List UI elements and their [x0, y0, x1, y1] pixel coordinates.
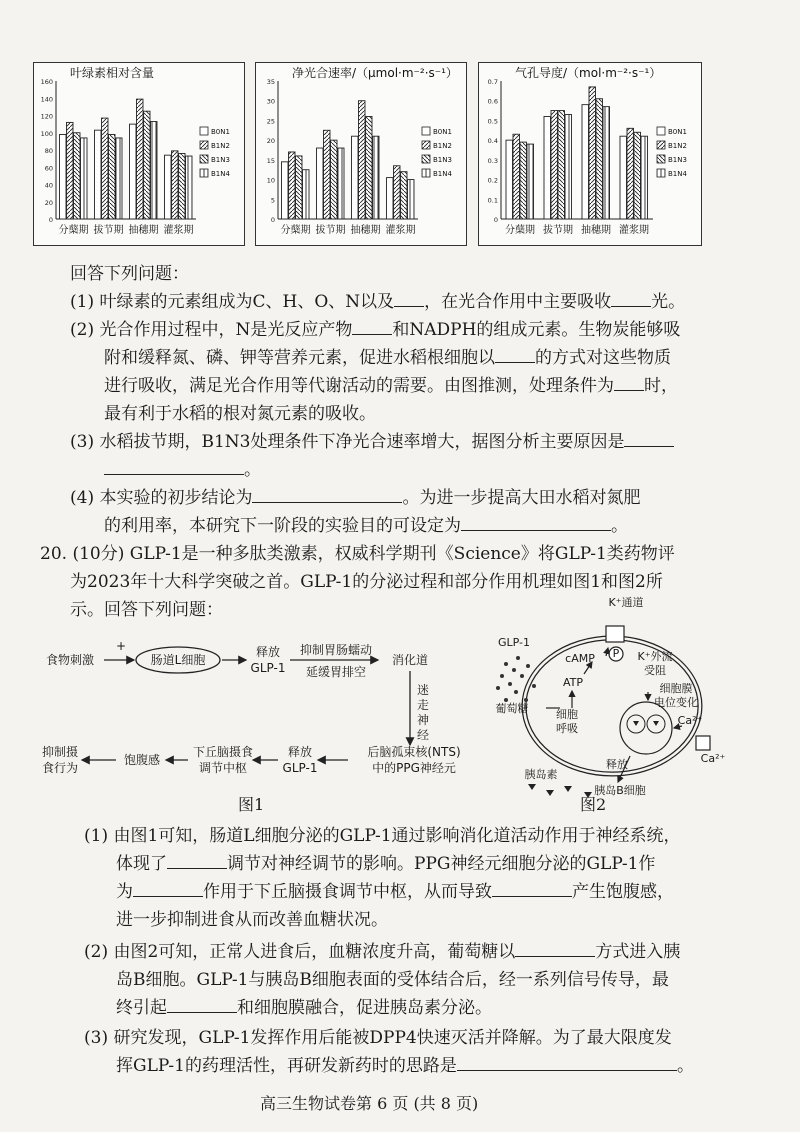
answer-blank[interactable] [352, 318, 392, 335]
fig2-p: P [612, 647, 620, 660]
y-tick-label: 120 [40, 112, 53, 121]
bar [408, 180, 415, 219]
bar [60, 134, 67, 219]
y-tick-label: 0.7 [487, 78, 498, 86]
fig1-inhibit-eating-1: 抑制摄 [41, 745, 78, 759]
fig2-respiration-1: 细胞 [556, 708, 578, 721]
legend-label: B1N3 [668, 156, 687, 164]
bar [513, 134, 520, 219]
legend-label: B1N3 [211, 156, 230, 164]
bar [331, 140, 338, 219]
y-tick-label: 20 [44, 198, 53, 207]
x-tick-label: 灌浆期 [619, 225, 649, 236]
fig1-ppg-neuron: 中的PPG神经元 [372, 761, 456, 775]
q20-part3-line1: (3) 研究发现，GLP-1发挥作用后能被DPP4快速灭活并降解。为了最大限度发 [84, 1028, 672, 1048]
q20-part1-line3 [116, 880, 674, 904]
bar [151, 122, 158, 219]
chart-title: 净光合速率/（μmol·m⁻²·s⁻¹） [292, 66, 458, 80]
fig1-plus-sign: + [115, 639, 127, 653]
q20-a3-text-b: 挥GLP-1的药理活性，再研发新药时的思路是 [116, 1056, 457, 1076]
x-tick-label: 抽穗期 [581, 225, 611, 236]
bar [506, 140, 513, 219]
q20-a3-text-c: 。 [676, 1056, 694, 1076]
bar [296, 156, 303, 219]
legend-swatch [200, 169, 208, 177]
bar [373, 136, 380, 219]
chart-stomatal-svg [479, 63, 701, 245]
bar [359, 101, 366, 219]
fig2-calcium-in: Ca²⁺ [677, 714, 703, 727]
fig2-k-efflux-1: K⁺外流 [637, 650, 673, 663]
bar [144, 111, 151, 219]
y-tick-label: 35 [266, 78, 275, 86]
answer-blank[interactable] [515, 940, 595, 957]
y-tick-label: 0.3 [487, 156, 498, 165]
fig2-insulin: 胰岛素 [524, 768, 558, 781]
q20-a1-text-e: 作用于下丘脑摄食调节中枢，从而导致 [203, 882, 492, 902]
legend-label: B1N4 [668, 170, 687, 178]
fig2-glucose: 葡萄糖 [495, 702, 529, 715]
y-tick-label: 0 [270, 216, 275, 224]
q20-part1-line4: 进一步抑制进食从而改善血糖状况。 [116, 910, 388, 930]
q19-p4-text-b: 。为进一步提高大田水稻对氮肥 [402, 488, 641, 508]
legend-label: B1N4 [433, 170, 452, 178]
fig1-food-stimulus: 食物刺激 [45, 653, 94, 667]
q20-intro-line1: 20. (10分) GLP-1是一种多肽类激素，权威科学期刊《Science》将GLP-1类药物评 [40, 544, 675, 564]
q20-part1-line1: (1) 由图1可知，肠道L细胞分泌的GLP-1通过影响消化道活动作用于神经系统， [84, 826, 681, 846]
bar [282, 162, 289, 219]
q19-p2-text-f: 时， [644, 376, 678, 396]
y-tick-label: 20 [266, 137, 275, 146]
legend-label: B1N3 [433, 156, 452, 164]
answer-blank[interactable] [252, 486, 402, 503]
y-tick-label: 25 [266, 117, 275, 126]
bar [95, 130, 102, 219]
answer-blank[interactable] [167, 852, 227, 869]
bar [394, 166, 401, 219]
figure-2-caption: 图2 [580, 795, 607, 814]
bar [186, 156, 193, 219]
answer-blank[interactable] [457, 1054, 677, 1071]
bar [130, 124, 137, 219]
fig1-glp1-2: GLP-1 [282, 761, 318, 775]
figure-1-caption: 图1 [238, 795, 265, 814]
q19-p2-text-c: 附和缓释氮、磷、钾等营养元素，促进水稻根细胞以 [104, 348, 495, 368]
bar [366, 116, 373, 219]
y-tick-label: 80 [44, 147, 53, 155]
x-tick-label: 拔节期 [543, 225, 573, 236]
q19-intro: 回答下列问题： [70, 264, 189, 284]
legend-swatch [422, 169, 430, 177]
bar [565, 115, 572, 219]
x-tick-label: 分蘖期 [280, 225, 311, 236]
q20-a1-text-c: 调节对神经调节的影响。PPG神经元细胞分泌的GLP-1作 [227, 854, 656, 874]
bar [620, 136, 627, 219]
y-tick-label: 140 [40, 95, 53, 104]
bar [137, 99, 144, 219]
q19-p4-text-d: 。 [611, 516, 628, 536]
q19-part2-line3 [104, 374, 678, 398]
y-tick-label: 60 [44, 164, 53, 173]
fig1-digestive-tract: 消化道 [391, 653, 428, 667]
fig2-camp: cAMP [565, 652, 595, 665]
chart-stomatal [478, 62, 702, 246]
x-tick-label: 分蘖期 [58, 225, 89, 236]
bar [172, 151, 179, 219]
q19-p2-text-a: (2) 光合作用过程中，N是光反应产物 [70, 320, 353, 340]
figure-2 [488, 596, 728, 816]
fig1-nts: 后脑孤束核(NTS) [367, 745, 461, 759]
bar [109, 134, 116, 219]
y-tick-label: 160 [40, 78, 53, 86]
q19-p2-text-b: 和NADPH的组成元素。生物炭能够吸 [392, 320, 681, 340]
bar [102, 118, 109, 219]
q19-p4-text-c: 的利用率，本研究下一阶段的实验目的可设定为 [104, 516, 461, 536]
fig1-inhibit-eating-2: 食行为 [41, 761, 78, 775]
chart-photosynthesis-svg [256, 63, 466, 245]
bar [74, 133, 81, 219]
fig1-l-cell: 肠道L细胞 [150, 653, 206, 667]
bar [558, 111, 565, 219]
y-tick-label: 10 [266, 176, 275, 185]
q20-part1-line2 [116, 852, 655, 876]
fig1-inhibit-motility: 抑制胃肠蠕动 [299, 643, 372, 657]
bar [603, 107, 610, 219]
answer-blank[interactable] [611, 290, 651, 307]
q19-part4-line2 [104, 514, 628, 538]
bar [67, 122, 74, 219]
q19-part4-line1 [70, 486, 640, 510]
q19-part1 [70, 290, 685, 314]
chart-photosynthesis [255, 62, 467, 246]
answer-blank[interactable] [104, 458, 244, 475]
chart-chlorophyll [33, 62, 245, 246]
y-tick-label: 0.5 [487, 117, 498, 126]
y-tick-label: 0.1 [487, 196, 498, 205]
bar [179, 153, 186, 219]
fig2-membrane-1: 细胞膜 [659, 682, 693, 695]
legend-label: B1N2 [433, 142, 452, 150]
answer-blank[interactable] [624, 430, 674, 447]
q19-part2-line2 [104, 346, 671, 370]
q19-part3-line2 [104, 458, 261, 482]
x-tick-label: 拔节期 [93, 225, 124, 236]
fig2-k-efflux-2: 受阻 [644, 664, 666, 677]
q20-intro-line3: 示。回答下列问题： [70, 600, 223, 620]
legend-swatch [422, 155, 430, 163]
fig2-calcium-out: Ca²⁺ [700, 752, 726, 765]
fig2-glp1: GLP-1 [497, 636, 530, 649]
legend-swatch [422, 141, 430, 149]
fig1-hypothalamus-1: 下丘脑摄食 [192, 745, 253, 759]
bar [527, 144, 534, 219]
q20-part2-line3 [116, 996, 492, 1020]
chart-title: 气孔导度/（mol·m⁻²·s⁻¹） [515, 66, 662, 80]
answer-blank[interactable] [133, 880, 203, 897]
legend-label: B0N1 [433, 128, 452, 136]
fig1-release-2: 释放 [287, 745, 312, 759]
answer-blank[interactable] [167, 996, 237, 1013]
y-tick-label: 100 [40, 129, 53, 138]
fig2-respiration-2: 呼吸 [556, 722, 578, 735]
bar [116, 138, 123, 219]
legend-label: B1N2 [211, 142, 230, 150]
fig2-beta-cell: 胰岛B细胞 [594, 784, 646, 797]
x-tick-label: 灌浆期 [163, 225, 194, 236]
q20-intro-line2: 为2023年十大科学突破之首。GLP-1的分泌过程和部分作用机理如图1和图2所 [70, 572, 663, 592]
y-tick-label: 0.2 [487, 176, 498, 185]
q20-part2-line1 [84, 940, 680, 964]
legend-swatch [657, 155, 665, 163]
bar [289, 152, 296, 219]
bar [401, 172, 408, 219]
x-tick-label: 分蘖期 [505, 225, 535, 236]
q19-p3-text-a: (3) 水稻拔节期，B1N3处理条件下净光合速率增大，据图分析主要原因是 [70, 432, 625, 452]
bar [387, 178, 394, 219]
q19-p3-text-c: 。 [244, 460, 261, 480]
q19-p2-text-e: 进行吸收，满足光合作用等代谢活动的需要。由图推测，处理条件为 [104, 376, 614, 396]
chart-chlorophyll-svg [34, 63, 244, 245]
legend-label: B1N4 [211, 170, 230, 178]
q19-part3 [70, 430, 674, 454]
bar [641, 136, 648, 219]
answer-blank[interactable] [461, 514, 611, 531]
bar [589, 87, 596, 219]
fig2-release: 释放 [606, 758, 628, 771]
y-tick-label: 0 [493, 216, 498, 224]
legend-swatch [422, 127, 430, 135]
y-tick-label: 0.4 [487, 137, 498, 146]
bar [317, 148, 324, 219]
legend-label: B1N2 [668, 142, 687, 150]
legend-label: B0N1 [668, 128, 687, 136]
legend-swatch [657, 141, 665, 149]
legend-swatch [657, 169, 665, 177]
figure-1 [38, 625, 478, 815]
bar [303, 170, 310, 219]
bar [627, 128, 634, 219]
bar [551, 111, 558, 219]
fig2-k-channel: K⁺通道 [608, 596, 644, 609]
x-tick-label: 拔节期 [315, 225, 346, 236]
q20-part3-line2 [116, 1054, 694, 1078]
legend-swatch [657, 127, 665, 135]
answer-blank[interactable] [614, 374, 644, 391]
fig1-delay-emptying: 延缓胃排空 [305, 665, 366, 679]
x-tick-label: 抽穗期 [350, 225, 381, 236]
legend-swatch [200, 141, 208, 149]
fig2-membrane-2: 电位变化 [654, 696, 698, 709]
q19-p4-text-a: (4) 本实验的初步结论为 [70, 488, 253, 508]
y-tick-label: 15 [266, 156, 275, 165]
x-tick-label: 抽穗期 [128, 225, 159, 236]
answer-blank[interactable] [492, 880, 572, 897]
q19-p1-text-a: (1) 叶绿素的元素组成为C、H、O、N以及 [70, 292, 395, 312]
fig1-release-1: 释放 [255, 645, 280, 659]
q19-p2-text-d: 的方式对这些物质 [535, 348, 671, 368]
fig1-vagus-nerve: 迷走神经 [416, 683, 429, 742]
fig2-atp: ATP [562, 676, 584, 689]
q20-a2-text-b: 方式进入胰 [595, 942, 681, 962]
bar [338, 148, 345, 219]
fig1-satiety: 饱腹感 [123, 753, 160, 767]
bar [165, 155, 172, 219]
answer-blank[interactable] [394, 290, 424, 307]
q20-a2-text-a: (2) 由图2可知，正常人进食后，血糖浓度升高，葡萄糖以 [84, 942, 516, 962]
bar [324, 130, 331, 219]
q20-a2-text-e: 和细胞膜融合，促进胰岛素分泌。 [237, 998, 492, 1018]
answer-blank[interactable] [495, 346, 535, 363]
bar [352, 136, 359, 219]
q20-a1-text-d: 为 [116, 882, 133, 902]
y-tick-label: 0.6 [487, 97, 498, 106]
y-tick-label: 40 [44, 181, 53, 190]
legend-swatch [200, 127, 208, 135]
chart-title: 叶绿素相对含量 [70, 66, 155, 80]
q19-p1-text-c: 光。 [651, 292, 686, 312]
q20-a1-text-f: 产生饱腹感， [572, 882, 674, 902]
fig1-glp1-1: GLP-1 [250, 661, 286, 675]
x-tick-label: 灌浆期 [385, 225, 416, 236]
q20-part2-line2: 岛B细胞。GLP-1与胰岛B细胞表面的受体结合后，经一系列信号传导，最 [116, 970, 669, 990]
y-tick-label: 0 [48, 216, 53, 224]
q20-a2-text-d: 终引起 [116, 998, 167, 1018]
bar [596, 99, 603, 219]
bar [582, 105, 589, 219]
bar [634, 132, 641, 219]
bar [544, 116, 551, 219]
fig1-hypothalamus-2: 调节中枢 [198, 761, 247, 775]
q19-part2-line4: 最有利于水稻的根对氮元素的吸收。 [104, 404, 376, 424]
q19-p1-text-b: ，在光合作用中主要吸收 [424, 292, 612, 312]
q20-a1-text-b: 体现了 [116, 854, 167, 874]
legend-swatch [200, 155, 208, 163]
bar [520, 142, 527, 219]
page-footer: 高三生物试卷第 6 页 (共 8 页) [260, 1094, 479, 1113]
legend-label: B0N1 [211, 128, 230, 136]
bar [81, 138, 88, 219]
y-tick-label: 5 [270, 196, 275, 205]
y-tick-label: 30 [266, 97, 275, 106]
q19-part2-line1 [70, 318, 680, 342]
